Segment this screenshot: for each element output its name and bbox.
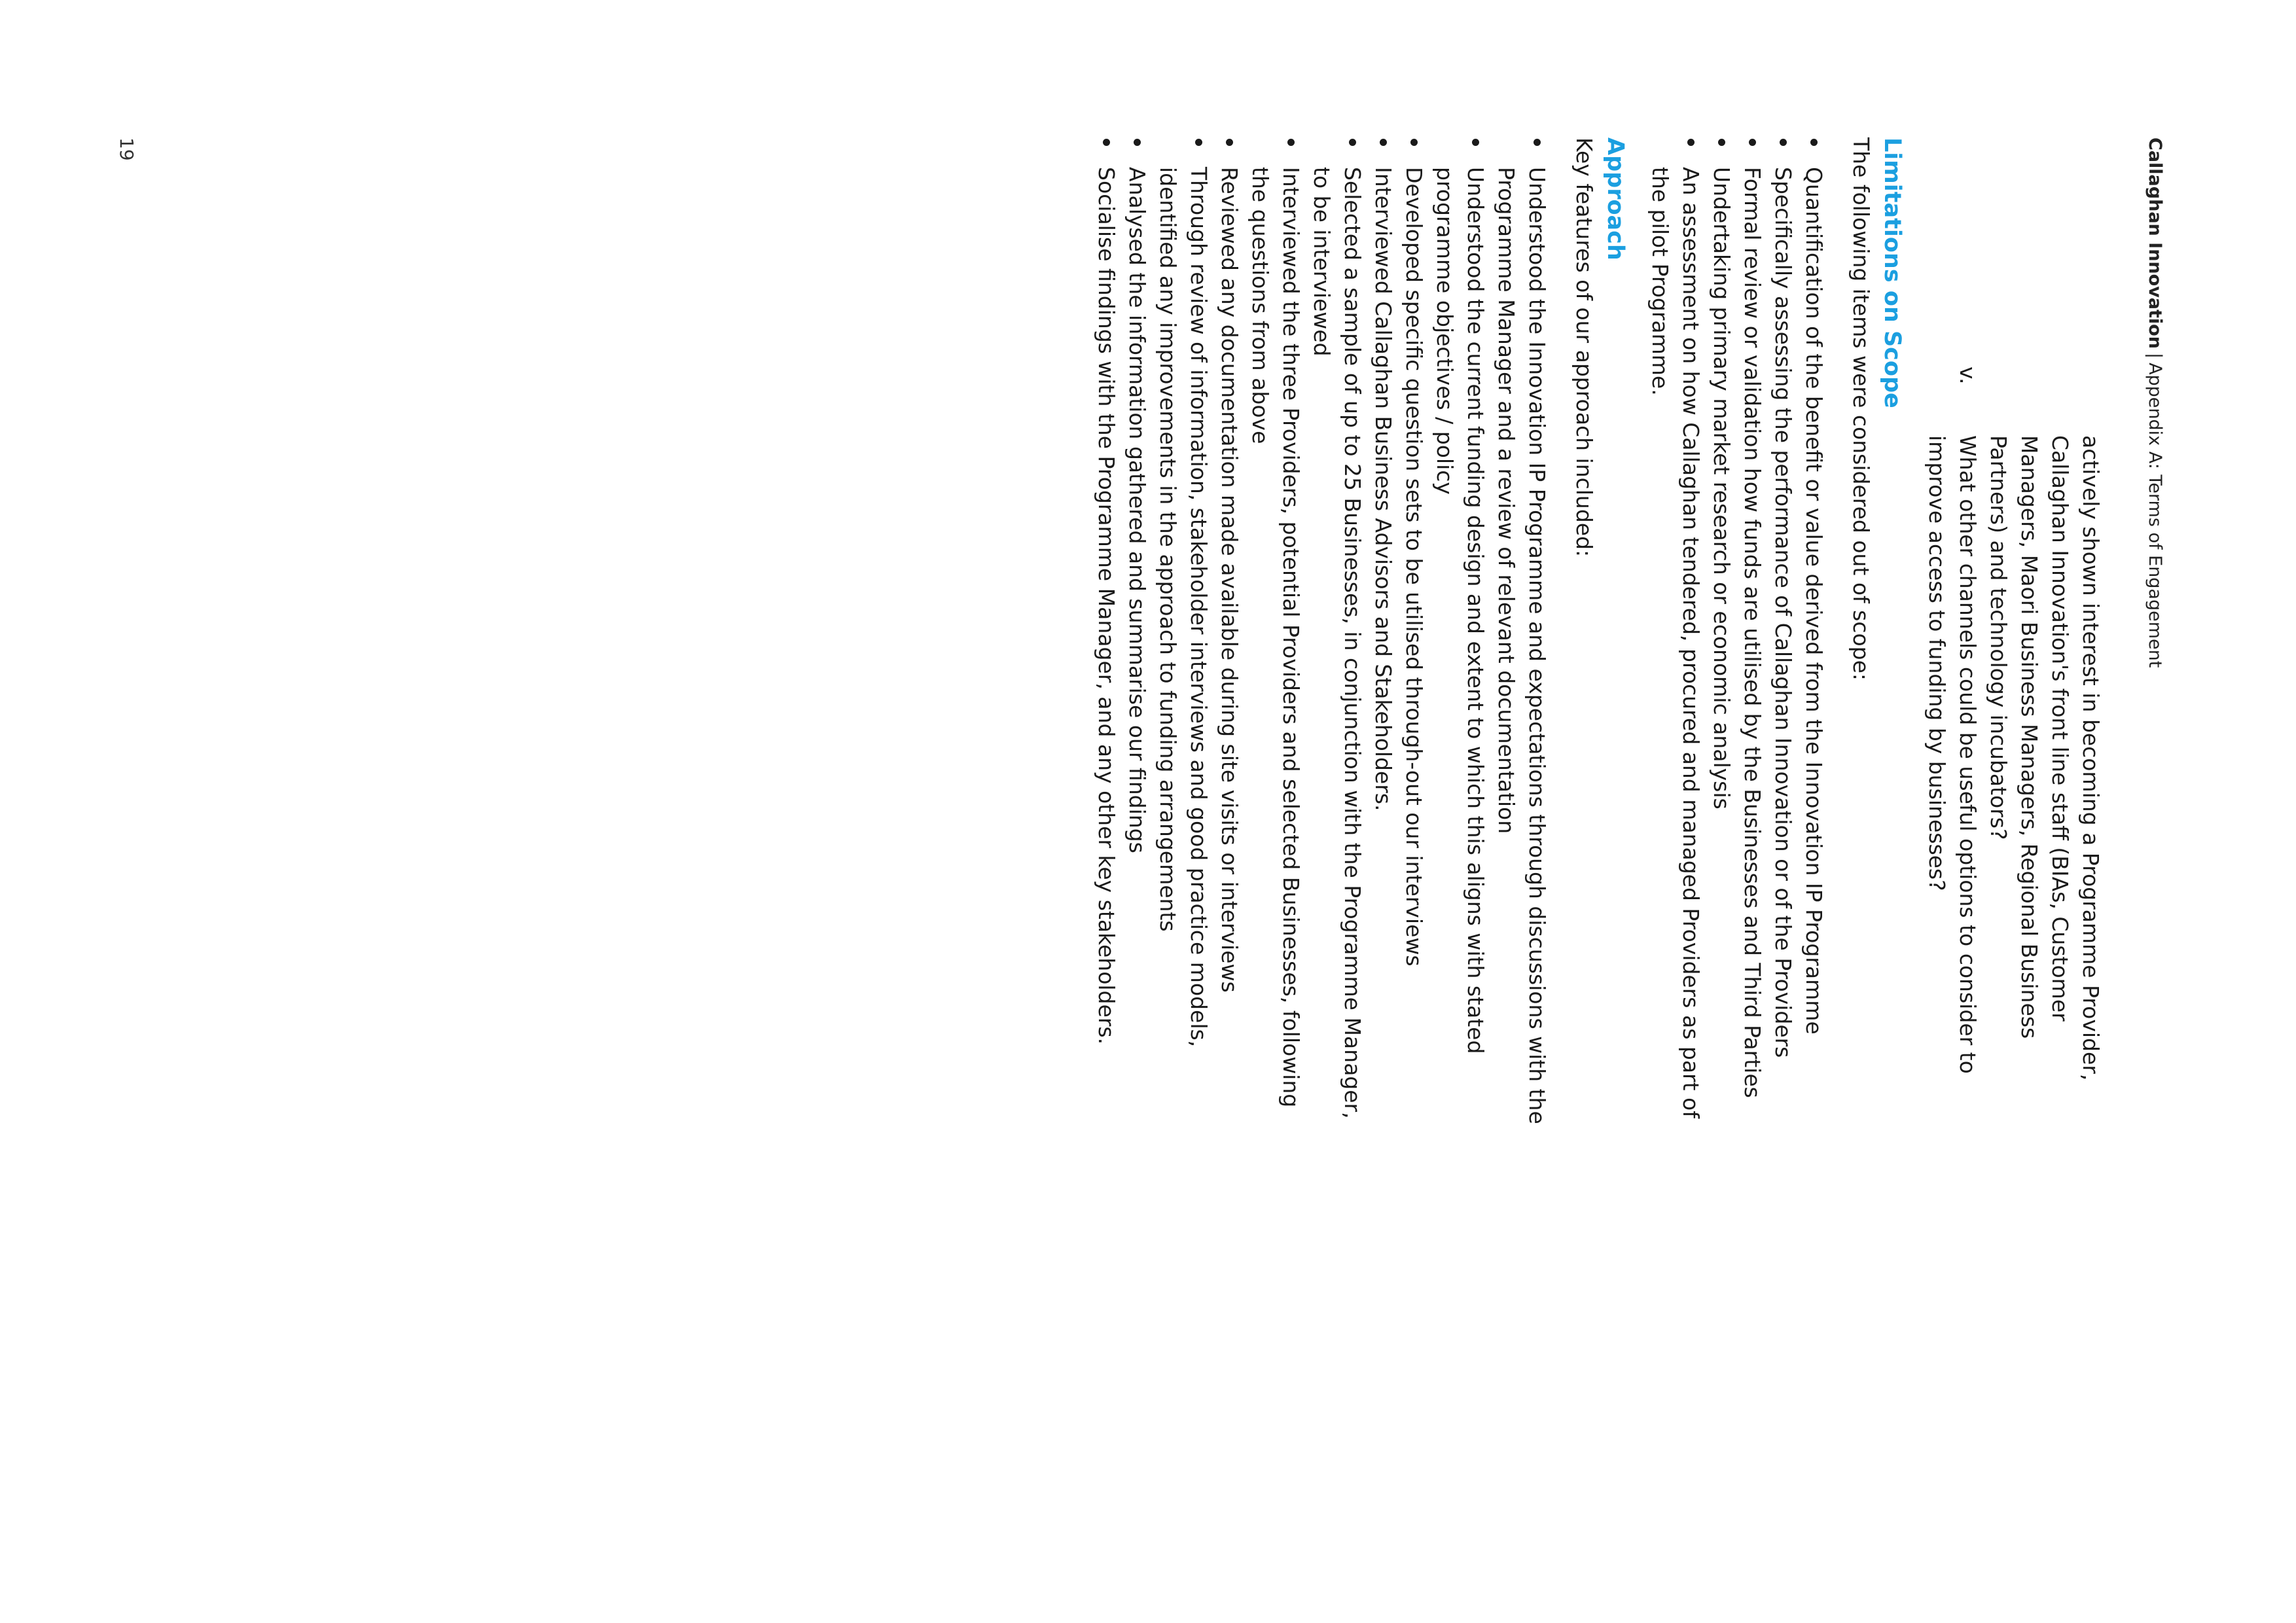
approach-item: Selected a sample of up to 25 Businesses, in conjunction with the Programme Manager, to be interviewed xyxy=(1306,137,1368,1132)
page-number: 19 xyxy=(116,137,137,161)
approach-intro: Key features of our approach included: xyxy=(1571,137,1597,558)
limitations-item: Undertaking primary market research or economic analysis xyxy=(1706,137,1737,1132)
approach-item: Analysed the information gathered and summarise our findings xyxy=(1122,137,1153,1132)
limitations-list xyxy=(1645,137,1829,1132)
header-separator: | xyxy=(2145,352,2165,359)
limitations-intro: The following items were considered out of scope: xyxy=(1848,137,1874,681)
limitations-heading: Limitations on Scope xyxy=(1879,137,1905,408)
approach-item: Interviewed the three Providers, potential Providers and selected Businesses, following the questions from above xyxy=(1245,137,1306,1132)
limitations-item: Formal review or validation how funds are utilised by the Businesses and Third Parties xyxy=(1737,137,1768,1132)
approach-item: Socialise findings with the Programme Manager, and any other key stakeholders. xyxy=(1091,137,1122,1132)
approach-item: Reviewed any documentation made available during site visits or interviews xyxy=(1214,137,1245,1132)
limitations-item: Specifically assessing the performance of Callaghan Innovation or of the Providers xyxy=(1768,137,1799,1132)
approach-item: Developed specific question sets to be utilised through-out our interviews xyxy=(1399,137,1429,1132)
page-body xyxy=(1091,137,2106,1132)
approach-item: Understood the current funding design and extent to which this aligns with stated programme objectives / policy xyxy=(1429,137,1491,1132)
limitations-item: An assessment on how Callaghan tendered, procured and managed Providers as part of the pilot Programme. xyxy=(1645,137,1706,1132)
roman-list-text: What other channels could be useful options to consider to improve access to funding by businesses? xyxy=(1924,435,1981,1074)
header-section: Appendix A: Terms of Engagement xyxy=(2145,363,2165,668)
approach-list xyxy=(1091,137,1552,1132)
header-organisation: Callaghan Innovation xyxy=(2145,137,2165,349)
approach-item: Through review of information, stakeholder interviews and good practice models, identified any improvements in the approach to funding arrangements xyxy=(1153,137,1214,1132)
continued-list-text: actively shown interest in becoming a Programme Provider, Callaghan Innovation's front line staff (BIAs, Customer Managers, Maori Business Managers, Regional Business Partners) and technology incubators? xyxy=(1986,435,2104,1081)
limitations-item: Quantification of the benefit or value derived from the Innovation IP Programme xyxy=(1799,137,1829,1132)
roman-list-item xyxy=(1922,366,1983,1129)
approach-heading: Approach xyxy=(1602,137,1628,260)
roman-list-marker: v. xyxy=(1955,366,1981,385)
approach-item: Interviewed Callaghan Business Advisors and Stakeholders. xyxy=(1368,137,1399,1132)
approach-item: Understood the Innovation IP Programme and expectations through discussions with the Programme Manager and a review of relevant documentation xyxy=(1491,137,1552,1132)
running-header xyxy=(2145,137,2165,668)
